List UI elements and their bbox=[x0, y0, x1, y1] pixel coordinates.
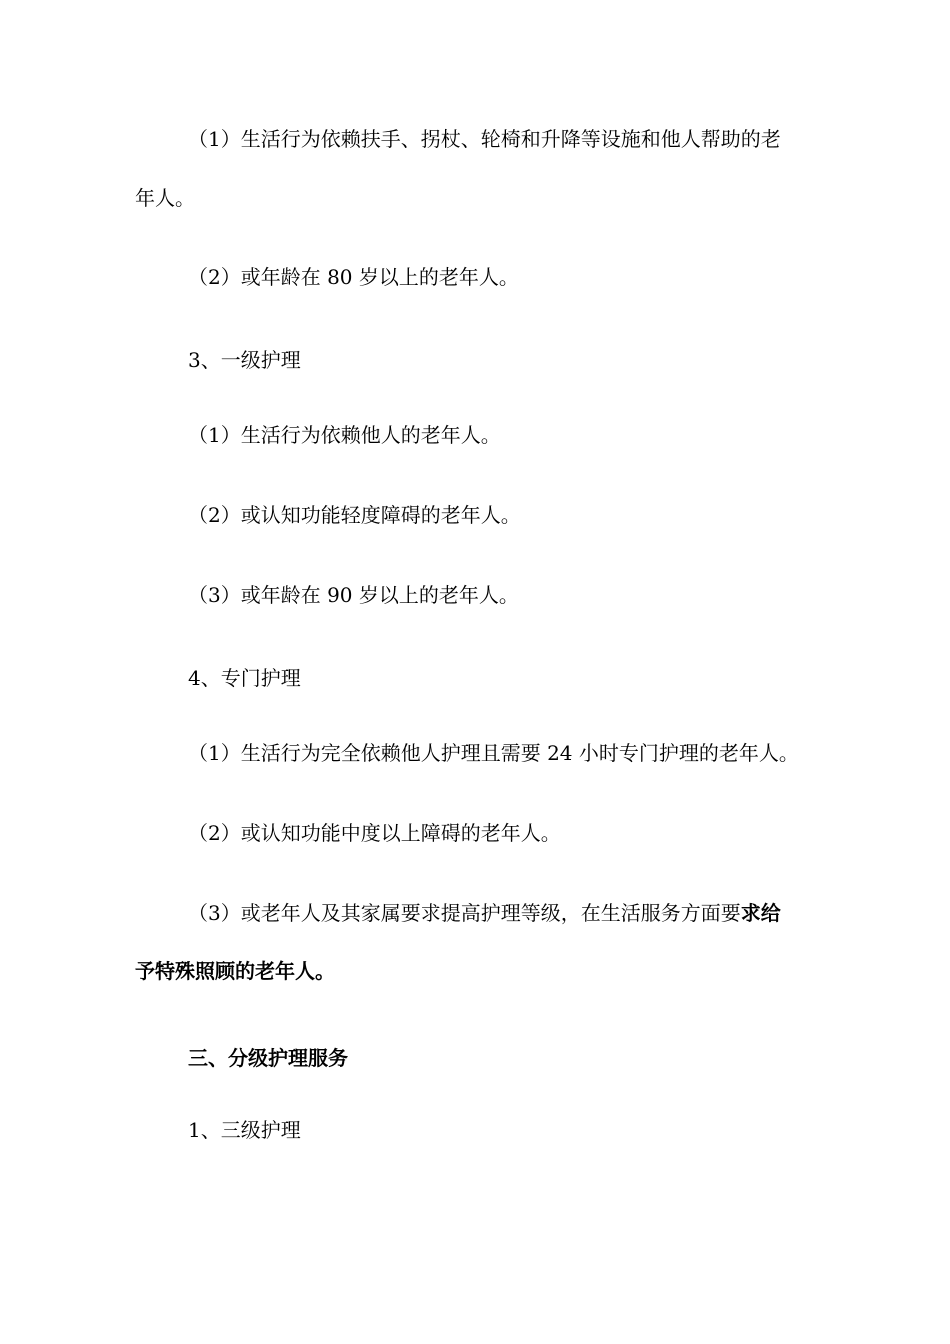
paragraph-line: （1）生活行为完全依赖他人护理且需要 24 小时专门护理的老年人。 bbox=[188, 741, 799, 765]
section-heading: 三、分级护理服务 bbox=[188, 1046, 348, 1070]
subheading: 1、三级护理 bbox=[188, 1118, 301, 1142]
paragraph-line: （2）或认知功能中度以上障碍的老年人。 bbox=[188, 821, 561, 845]
paragraph-text-bold: 求给 bbox=[740, 901, 781, 925]
paragraph-line: （2）或认知功能轻度障碍的老年人。 bbox=[188, 503, 521, 527]
paragraph-text: （3）或老年人及其家属要求提高护理等级，在生活服务方面要 bbox=[188, 901, 741, 925]
paragraph-line: （3）或年龄在 90 岁以上的老年人。 bbox=[188, 583, 519, 607]
paragraph-line: （1）生活行为依赖扶手、拐杖、轮椅和升降等设施和他人帮助的老 bbox=[188, 127, 781, 151]
subheading: 4、专门护理 bbox=[188, 666, 301, 690]
paragraph-line: 年人。 bbox=[135, 186, 195, 210]
paragraph-line bbox=[188, 899, 781, 927]
paragraph-line: （2）或年龄在 80 岁以上的老年人。 bbox=[188, 265, 519, 289]
subheading: 3、一级护理 bbox=[188, 348, 301, 372]
paragraph-line-bold: 予特殊照顾的老年人。 bbox=[135, 959, 335, 983]
paragraph-line: （1）生活行为依赖他人的老年人。 bbox=[188, 423, 501, 447]
